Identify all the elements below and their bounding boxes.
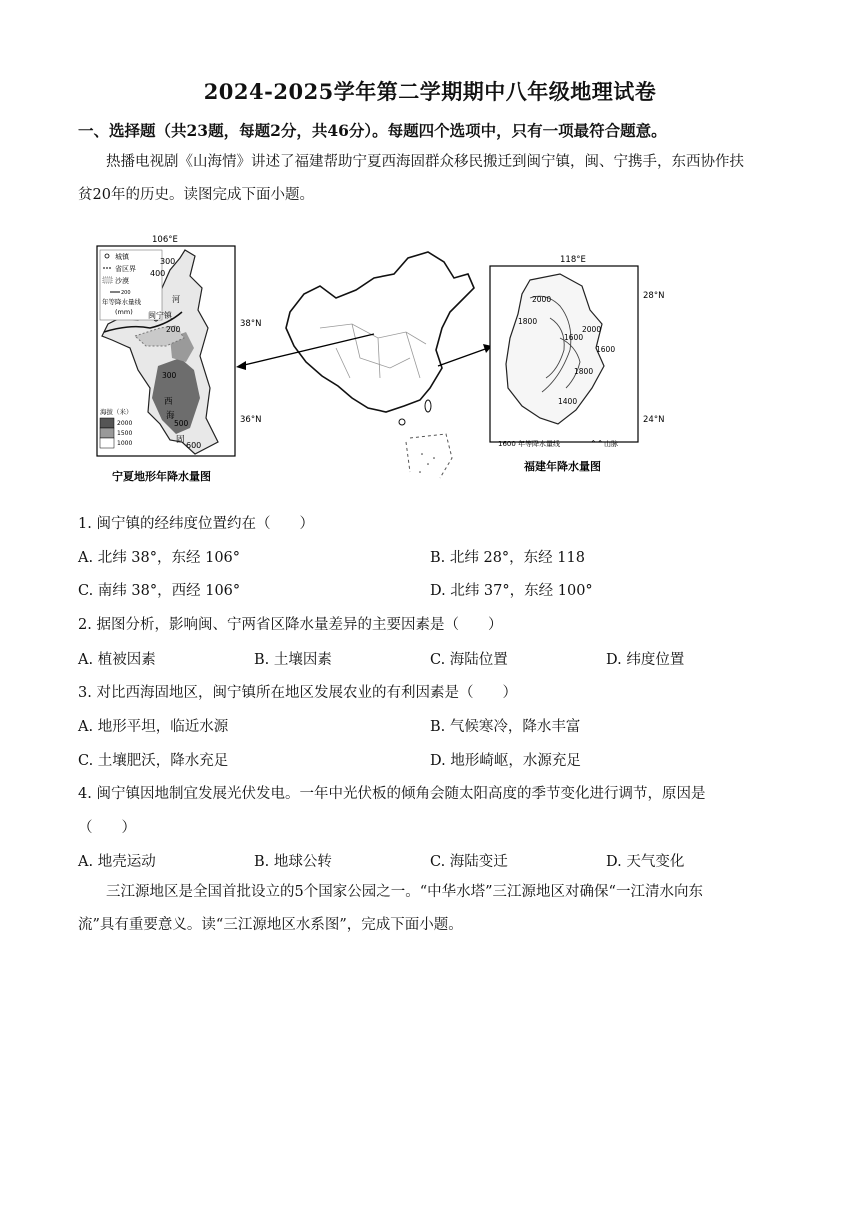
- ningxia-place-gu: 固: [176, 435, 185, 445]
- intro2-line2: 流”具有重要意义。读“三江源地区水系图”，完成下面小题。: [78, 917, 463, 933]
- question-3-option-d[interactable]: D. 地形崎岖，水源充足: [430, 753, 581, 769]
- ningxia-legend-desert: 沙漠: [115, 277, 129, 285]
- fujian-isohyet-label: 1600: [596, 345, 616, 354]
- ningxia-legend-unit: (mm): [115, 308, 133, 316]
- fujian-lat-bottom: 24°N: [643, 415, 665, 425]
- fujian-isohyet-label: 1800: [518, 317, 538, 326]
- ningxia-isohyet-label: 600: [186, 441, 202, 450]
- fujian-isohyet-label: 2000: [532, 295, 552, 304]
- question-3-option-c[interactable]: C. 土壤肥沃，降水充足: [78, 753, 229, 769]
- question-4-option-b[interactable]: B. 地球公转: [254, 854, 332, 870]
- fujian-isohyet-label: 2000: [582, 325, 602, 334]
- ningxia-isohyet-label: 300: [162, 371, 177, 380]
- question-4-stem-cont: （ ）: [78, 820, 136, 836]
- fujian-legend-isohyet: 1600 年等降水量线: [498, 440, 561, 448]
- fujian-isohyet-label: 1400: [558, 397, 578, 406]
- question-4-option-d[interactable]: D. 天气变化: [606, 854, 685, 870]
- fujian-caption: 福建年降水量图: [524, 460, 601, 473]
- question-1-stem: 1. 闽宁镇的经纬度位置约在（ ）: [78, 516, 314, 532]
- question-2-option-d[interactable]: D. 纬度位置: [606, 652, 685, 668]
- fujian-lon-label: 118°E: [560, 255, 586, 265]
- ningxia-place-xi: 西: [164, 397, 173, 407]
- ningxia-legend-town: 城镇: [115, 253, 129, 261]
- question-2-option-b[interactable]: B. 土壤因素: [254, 652, 332, 668]
- elevation-value: 1000: [117, 440, 133, 447]
- ningxia-isohyet-label: 300: [160, 257, 176, 266]
- elevation-value: 1500: [117, 430, 133, 437]
- question-3-option-b[interactable]: B. 气候寒冷，降水丰富: [430, 719, 581, 735]
- ningxia-place-minning: 闽宁镇: [148, 311, 172, 320]
- question-1-option-a[interactable]: A. 北纬 38°，东经 106°: [78, 550, 241, 566]
- intro-paragraph-2: [78, 876, 778, 942]
- ningxia-isohyet-label: 200: [166, 325, 181, 334]
- intro2-line1: 三江源地区是全国首批设立的5个国家公园之一。“中华水塔”三江源地区对确保“一江清水向东: [106, 884, 703, 900]
- question-2-stem: 2. 据图分析，影响闽、宁两省区降水量差异的主要因素是（ ）: [78, 617, 503, 633]
- fujian-legend-mountain: 山脉: [604, 440, 618, 448]
- question-2-option-a[interactable]: A. 植被因素: [78, 652, 156, 668]
- fujian-lat-top: 28°N: [643, 291, 665, 301]
- fujian-map: [490, 255, 664, 473]
- mountain-icon: ⌃⌃: [590, 439, 604, 448]
- maps-figure: [90, 228, 770, 490]
- ningxia-place-hai: 海: [166, 411, 175, 421]
- ningxia-caption: 宁夏地形年降水量图: [112, 470, 211, 483]
- question-4-option-a[interactable]: A. 地壳运动: [78, 854, 156, 870]
- ningxia-lon-label: 106°E: [152, 235, 178, 245]
- ningxia-lat-bottom: 36°N: [240, 415, 262, 425]
- ningxia-place-he: 河: [172, 295, 180, 304]
- question-4-stem: 4. 闽宁镇因地制宜发展光伏发电。一年中光伏板的倾角会随太阳高度的季节变化进行调节，原因是: [78, 786, 706, 802]
- intro-paragraph-1: [78, 146, 778, 212]
- elevation-value: 2000: [117, 420, 133, 427]
- ningxia-legend-border: 省区界: [115, 265, 136, 273]
- ningxia-lat-top: 38°N: [240, 319, 262, 329]
- question-4-option-c[interactable]: C. 海陆变迁: [430, 854, 508, 870]
- question-1-option-d[interactable]: D. 北纬 37°，东经 100°: [430, 583, 593, 599]
- ningxia-isohyet-label: 400: [150, 269, 166, 278]
- fujian-isohyet-label: 1600: [564, 333, 584, 342]
- question-3-stem: 3. 对比西海固地区，闽宁镇所在地区发展农业的有利因素是（ ）: [78, 685, 517, 701]
- section-heading: 一、选择题（共23题，每题2分，共46分）。每题四个选项中，只有一项最符合题意。: [78, 121, 667, 140]
- elevation-legend-title: 海拔（米）: [100, 408, 133, 416]
- page-title: 2024-2025学年第二学期期中八年级地理试卷: [203, 79, 657, 104]
- intro1-line2: 贫20年的历史。读图完成下面小题。: [78, 187, 314, 203]
- fujian-isohyet-label: 1800: [574, 367, 594, 376]
- question-3-option-a[interactable]: A. 地形平坦，临近水源: [78, 719, 229, 735]
- question-2-option-c[interactable]: C. 海陆位置: [430, 652, 508, 668]
- question-1-option-b[interactable]: B. 北纬 28°，东经 118: [430, 550, 585, 566]
- china-outline-map: [236, 252, 492, 478]
- svg-text:200: 200: [121, 290, 131, 296]
- ningxia-legend-isohyet: 年等降水量线: [102, 298, 141, 306]
- intro1-line1: 热播电视剧《山海情》讲述了福建帮助宁夏西海固群众移民搬迁到闽宁镇，闽、宁携手，东西协作扶: [106, 154, 744, 170]
- ningxia-map: [97, 235, 261, 483]
- ningxia-isohyet-label: 500: [174, 419, 189, 428]
- question-1-option-c[interactable]: C. 南纬 38°，西经 106°: [78, 583, 241, 599]
